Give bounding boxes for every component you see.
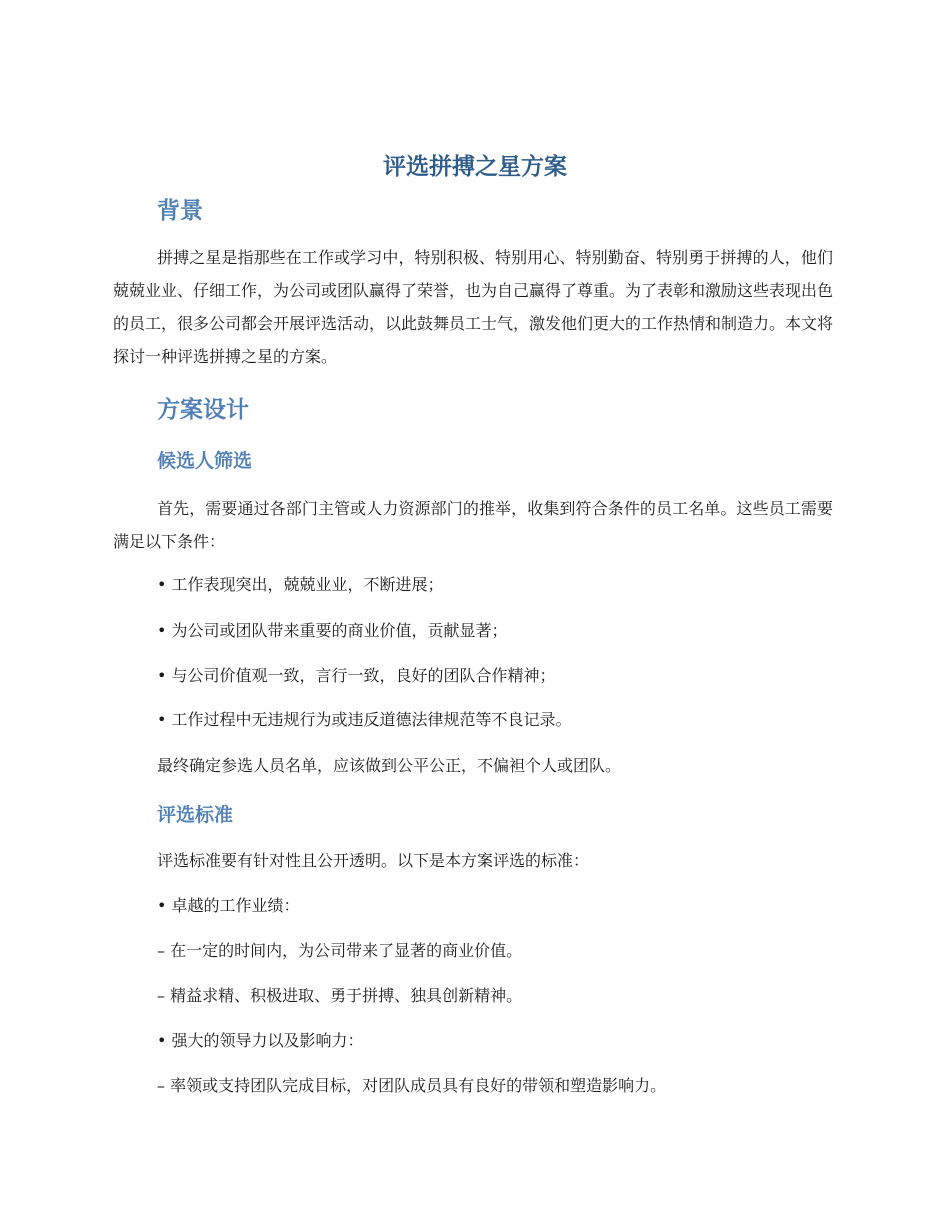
candidate-final-paragraph: 最终确定参选人员名单，应该做到公平公正，不偏袒个人或团队。 — [157, 756, 622, 775]
background-paragraph: 拼搏之星是指那些在工作或学习中，特别积极、特别用心、特别勤奋、特别勇于拼搏的人，他们兢兢业业、仔细工作，为公司或团队赢得了荣誉，也为自己赢得了尊重。为了表彰和激励这些表现出色的员工，很多公司都会开展评选活动，以此鼓舞员工士气，激发他们更大的工作热情和制造力。本文将探讨一种评选拼搏之星的方案。 — [113, 248, 834, 366]
section-heading-design: 方案设计 — [157, 397, 249, 423]
list-item: • 卓越的工作业绩： — [157, 896, 300, 915]
list-item: • 强大的领导力以及影响力： — [157, 1031, 364, 1050]
section-heading-background: 背景 — [157, 198, 203, 224]
list-item: – 在一定的时间内，为公司带来了显著的商业价值。 — [157, 941, 523, 960]
list-item: • 为公司或团队带来重要的商业价值，贡献显著； — [157, 621, 508, 640]
list-item: – 精益求精、积极进取、勇于拼搏、独具创新精神。 — [157, 986, 523, 1005]
list-item: • 工作表现突出，兢兢业业，不断进展； — [157, 575, 444, 594]
subsection-heading-candidate: 候选人筛选 — [157, 450, 253, 472]
list-item: • 与公司价值观一致，言行一致，良好的团队合作精神； — [157, 666, 556, 685]
subsection-heading-criteria: 评选标准 — [157, 804, 234, 826]
criteria-intro-paragraph: 评选标准要有针对性且公开透明。以下是本方案评选的标准： — [157, 851, 590, 870]
list-item: – 率领或支持团队完成目标，对团队成员具有良好的带领和塑造影响力。 — [157, 1076, 667, 1095]
list-item: • 工作过程中无违规行为或违反道德法律规范等不良记录。 — [157, 710, 572, 729]
document-title: 评选拼搏之星方案 — [383, 154, 567, 180]
candidate-paragraph: 首先，需要通过各部门主管或人力资源部门的推举，收集到符合条件的员工名单。这些员工需要满足以下条件： — [113, 499, 833, 551]
